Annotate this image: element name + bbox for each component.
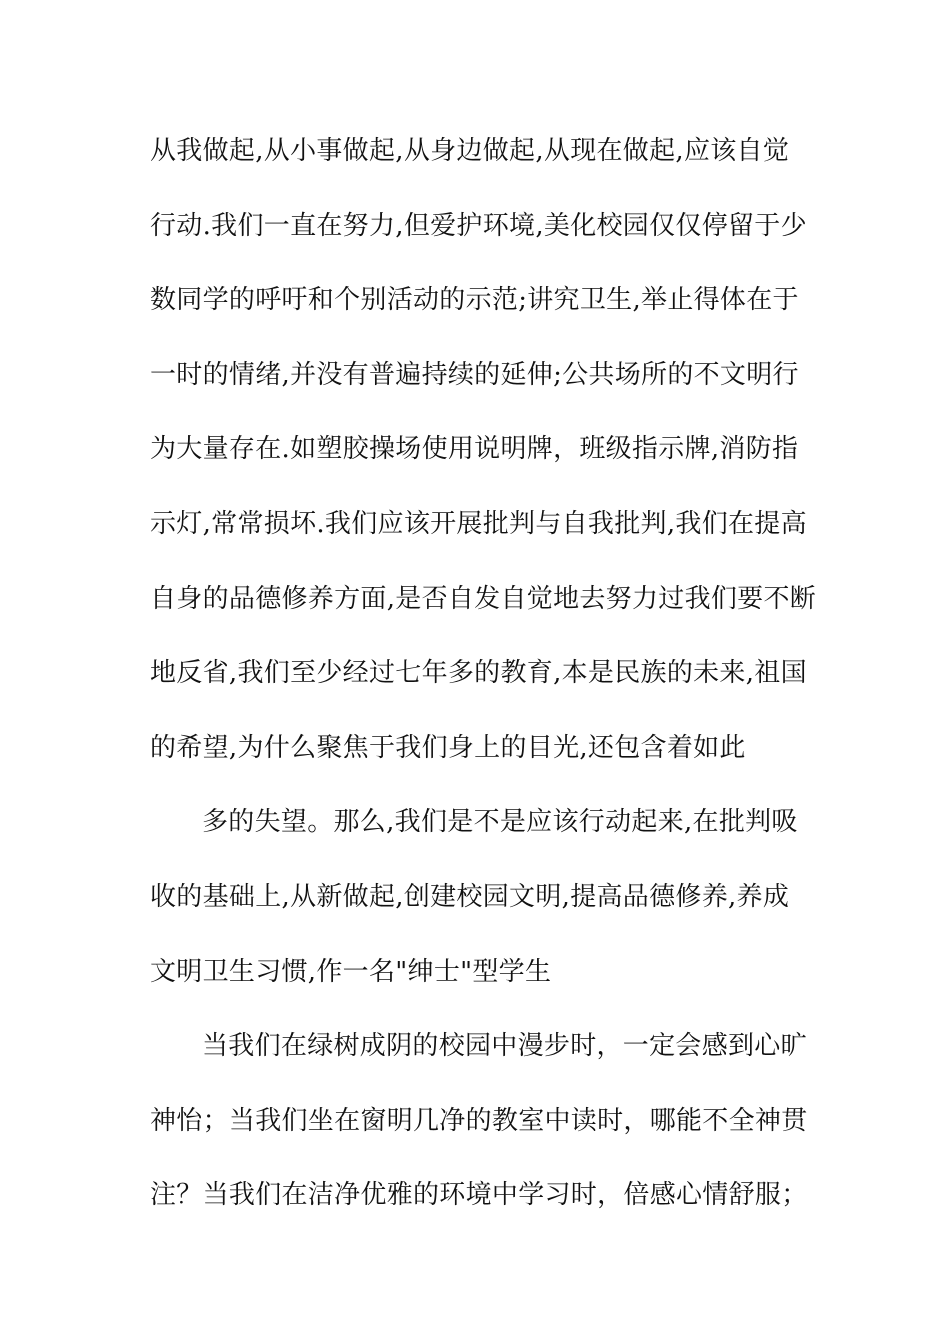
- text-line: 文明卫生习惯,作一名"绅士"型学生: [150, 956, 552, 987]
- document-body: [150, 124, 817, 1243]
- text-line: 地反省,我们至少经过七年多的教育,本是民族的未来,祖国: [150, 658, 807, 689]
- text-line: 自身的品德修养方面,是否自发自觉地去努力过我们要不断: [150, 583, 817, 614]
- text-line: 神怡；当我们坐在窗明几净的教室中读时，哪能不全神贯: [150, 1105, 808, 1136]
- text-line: 行动.我们一直在努力,但爱护环境,美化校园仅仅停留于少: [150, 210, 807, 241]
- text-line: 示灯,常常损坏.我们应该开展批判与自我批判,我们在提高: [150, 508, 807, 539]
- text-line: 的希望,为什么聚焦于我们身上的目光,还包含着如此: [150, 732, 746, 763]
- paragraph-start-line: 多的失望。那么,我们是不是应该行动起来,在批判吸: [202, 807, 798, 838]
- text-line: 注？当我们在洁净优雅的环境中学习时，倍感心情舒服；: [150, 1180, 808, 1211]
- text-line: 从我做起,从小事做起,从身边做起,从现在做起,应该自觉: [150, 136, 790, 166]
- text-line: 数同学的呼吁和个别活动的示范;讲究卫生,举止得体在于: [150, 285, 799, 316]
- text-line: 一时的情绪,并没有普遍持续的延伸;公共场所的不文明行: [150, 359, 799, 390]
- text-line: 为大量存在.如塑胶操场使用说明牌，班级指示牌,消防指: [150, 434, 799, 465]
- text-line: 收的基础上,从新做起,创建校园文明,提高品德修养,养成: [150, 881, 790, 912]
- paragraph-start-line: 当我们在绿树成阴的校园中漫步时，一定会感到心旷: [202, 1031, 807, 1062]
